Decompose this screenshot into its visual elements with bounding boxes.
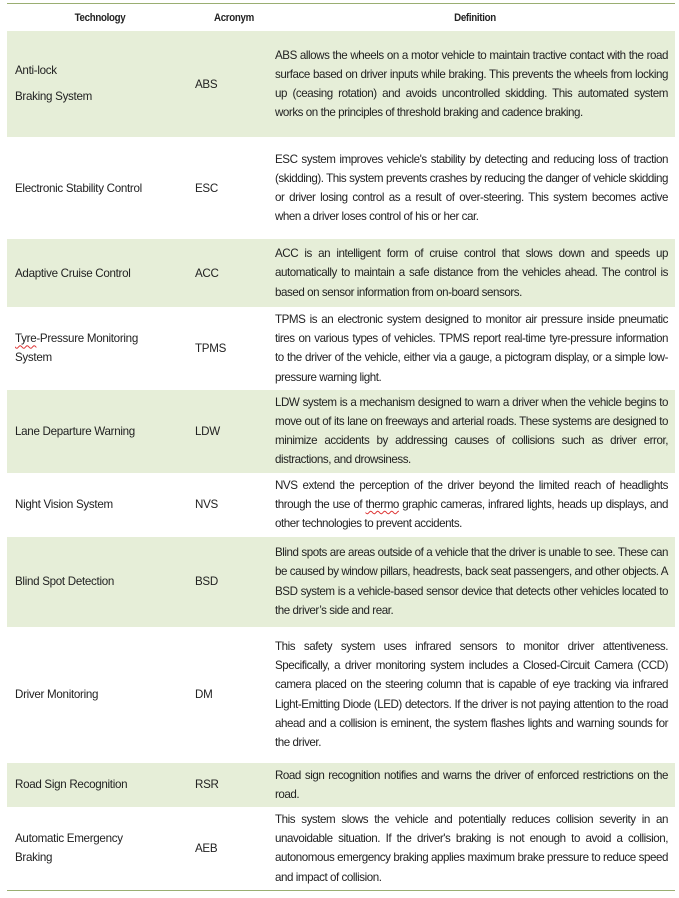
- cell-acronym: BSD: [193, 537, 275, 627]
- technology-name-line: Blind Spot Detection: [15, 575, 115, 589]
- table-row: [7, 473, 675, 537]
- table-row: [7, 239, 675, 307]
- cell-technology: [7, 763, 193, 807]
- cell-acronym: ESC: [195, 181, 218, 195]
- cell-technology: [7, 473, 193, 537]
- cell-technology: [7, 390, 193, 473]
- technology-name-line: Adaptive Cruise Control: [15, 266, 131, 280]
- technology-name-line: Road Sign Recognition: [15, 778, 128, 792]
- cell-definition: ABS allows the wheels on a motor vehicle to maintain tractive contact with the road surface based on driver inputs while braking. This prevents the wheels from locking up (ceasing rotation) and avoids uncontrolled skidding. This automated system works on the principles of threshold braking and cadence braking.: [275, 31, 675, 137]
- table-row: [7, 537, 675, 627]
- header-technology: Technology: [74, 11, 126, 24]
- table-row: [7, 807, 675, 890]
- cell-acronym: ACC: [193, 239, 275, 307]
- cell-technology: [7, 807, 193, 890]
- spellcheck-flag: Tyre: [15, 332, 37, 346]
- technology-name-line: Driver Monitoring: [15, 688, 99, 702]
- technology-name-line: System: [15, 351, 52, 365]
- table-row: [7, 390, 675, 473]
- cell-definition: Road sign recognition notifies and warns the driver of enforced restrictions on the road.: [275, 763, 675, 807]
- adas-technology-table: [7, 3, 675, 891]
- cell-definition: LDW system is a mechanism designed to warn a driver when the vehicle begins to move out of its lane on freeways and arterial roads. These systems are designed to minimize accidents by addressing causes of collisions such as driver error, distractions, and drowsiness.: [275, 390, 675, 473]
- table-row: [7, 627, 675, 763]
- cell-definition: ACC is an intelligent form of cruise control that slows down and speeds up automatically to maintain a safe distance from the vehicles ahead. The control is based on sensor information from on-board sensors.: [275, 239, 675, 307]
- cell-definition: TPMS is an electronic system designed to monitor air pressure inside pneumatic tires on various types of vehicles. TPMS report real-time tyre-pressure information to the driver of the vehicle, either via a gauge, a pictogram display, or a simple low-pressure warning light.: [275, 313, 668, 384]
- table-row: [7, 31, 675, 137]
- cell-technology: [7, 137, 193, 239]
- technology-name-line: Automatic Emergency: [15, 832, 123, 846]
- cell-technology: [7, 31, 193, 137]
- cell-acronym: ABS: [193, 31, 275, 137]
- technology-name-line: Anti-lock: [15, 64, 57, 77]
- cell-definition: This system slows the vehicle and potentially reduces collision severity in an unavoidable situation. If the driver's braking is not enough to avoid a collision, autonomous emergency braking applies maximum brake pressure to reduce speed and impact of collision.: [275, 813, 668, 884]
- cell-technology: [7, 239, 193, 307]
- technology-name-line: Electronic Stability Control: [15, 181, 142, 195]
- technology-name-line: Lane Departure Warning: [15, 424, 135, 438]
- table-row: [7, 763, 675, 807]
- cell-definition: NVS extend the perception of the driver beyond the limited reach of headlights through the use of thermo graphic cameras, infrared lights, heads up displays, and other technologies to prevent accidents.: [275, 478, 668, 531]
- cell-acronym: LDW: [193, 390, 275, 473]
- spellcheck-flag: thermo: [365, 498, 399, 512]
- table-body: [7, 31, 675, 890]
- technology-name-line: Braking: [15, 851, 53, 865]
- cell-definition: Blind spots are areas outside of a vehicle that the driver is unable to see. These can be caused by window pillars, headrests, back seat passengers, and other objects. A BSD system is a vehicle-based sensor device that detects other vehicles located to the driver’s side and rear.: [275, 537, 675, 627]
- header-acronym: Acronym: [213, 11, 255, 24]
- technology-name-line: Braking System: [15, 90, 92, 103]
- table-row: [7, 137, 675, 239]
- header-row: [7, 4, 675, 32]
- cell-technology: [7, 627, 193, 763]
- header-definition: Definition: [454, 11, 496, 24]
- cell-definition: This safety system uses infrared sensors to monitor driver attentiveness. Specifically, a driver monitoring system includes a Closed-Circuit Camera (CCD) camera placed on the steering column that is capable of eye tracking via infrared Light-Emitting Diode (LED) detectors. If the driver is not paying attention to the road ahead and a collision is eminent, the system flashes lights and warning sounds for the driver.: [275, 640, 668, 750]
- cell-technology: [7, 307, 193, 390]
- cell-acronym: DM: [195, 688, 213, 702]
- cell-acronym: TPMS: [195, 341, 227, 355]
- cell-technology: [7, 537, 193, 627]
- cell-definition: ESC system improves vehicle's stability by detecting and reducing loss of traction (skidding). This system prevents crashes by reducing the danger of vehicle skidding or driver losing control as a result of over-steering. This system becomes active when a driver loses control of his or her car.: [275, 152, 668, 224]
- technology-name-line: Night Vision System: [15, 498, 113, 512]
- cell-acronym: AEB: [195, 841, 218, 855]
- table-row: [7, 307, 675, 390]
- cell-acronym: NVS: [195, 498, 218, 512]
- technology-name-line: Tyre-Pressure Monitoring: [15, 332, 138, 346]
- cell-acronym: RSR: [193, 763, 275, 807]
